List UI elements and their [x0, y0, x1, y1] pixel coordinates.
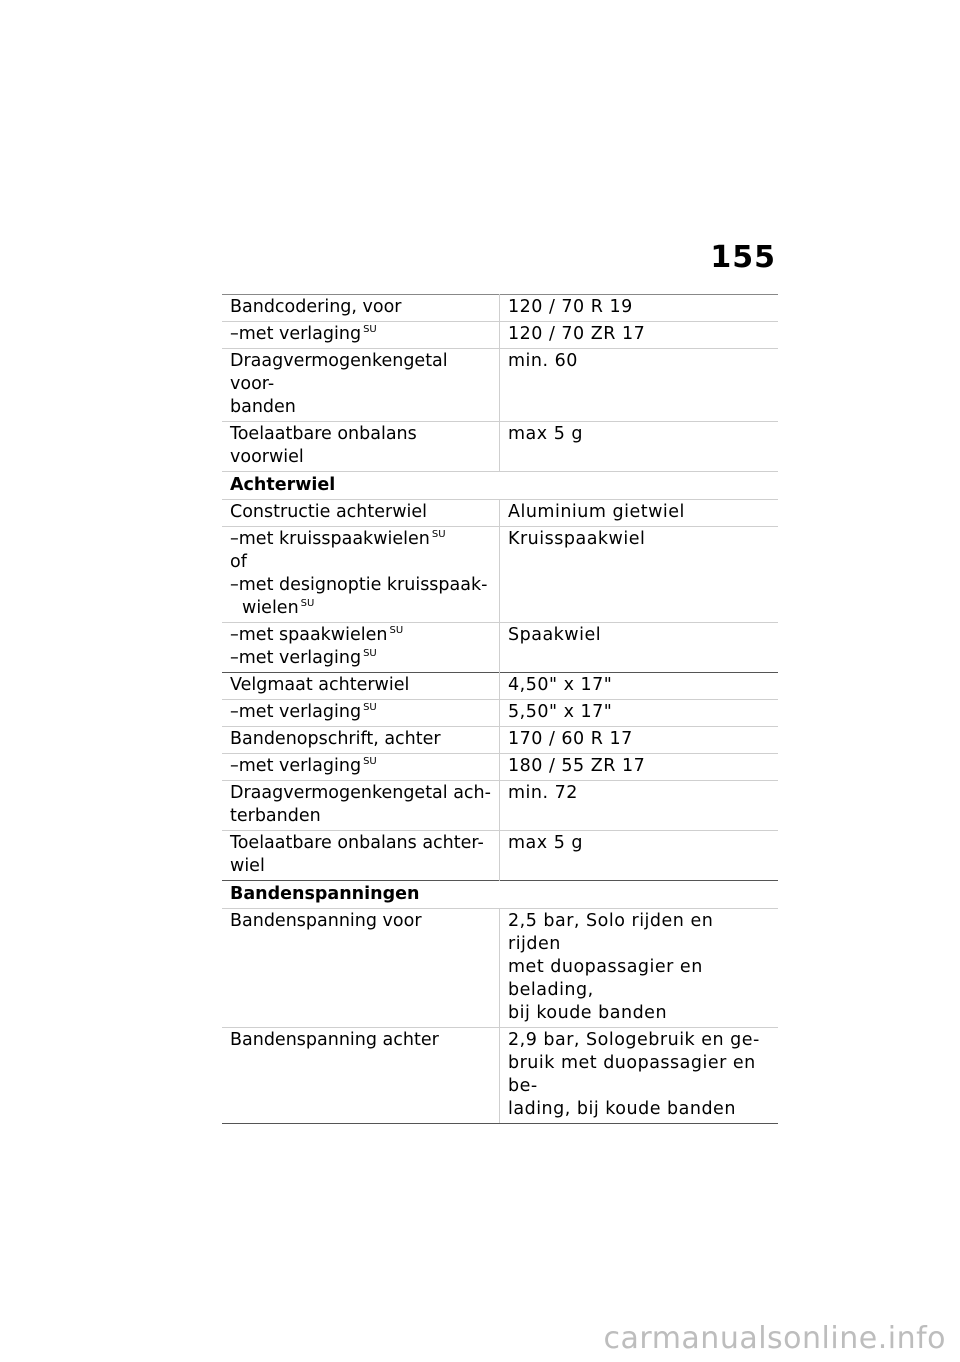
spec-label — [222, 909, 500, 1028]
spec-value-line: bruik met duopassagier en be- — [508, 1053, 756, 1096]
spec-label-text: –met verlaging — [230, 324, 362, 344]
spec-label-line — [230, 323, 493, 346]
spec-value-line: lading, bij koude banden — [508, 1099, 736, 1119]
spec-value — [500, 1028, 779, 1124]
equipment-code-sup: SU — [431, 529, 446, 540]
equipment-code-sup: SU — [300, 598, 315, 609]
spec-label — [222, 295, 500, 322]
table-row — [222, 1028, 778, 1124]
spec-value — [500, 727, 779, 754]
spec-label-line — [230, 350, 493, 396]
spec-label-text: Toelaatbare onbalans achter- — [230, 833, 484, 853]
spec-value — [500, 909, 779, 1028]
spec-label-text: –met verlaging — [230, 702, 362, 722]
spec-value — [500, 295, 779, 322]
spec-value-line: 120 / 70 R 19 — [508, 297, 633, 317]
spec-value-line: bij koude banden — [508, 1003, 668, 1023]
spec-value-line: Aluminium gietwiel — [508, 502, 685, 522]
spec-label — [222, 422, 500, 472]
spec-label — [222, 623, 500, 673]
spec-value-line: 2,5 bar, Solo rijden en rijden — [508, 911, 714, 954]
spec-label — [222, 754, 500, 781]
spec-value-line: min. 72 — [508, 783, 578, 803]
spec-label-text: Velgmaat achterwiel — [230, 675, 410, 695]
spec-label-text: –met spaakwielen — [230, 625, 388, 645]
spec-value — [500, 527, 779, 623]
spec-label-text: Bandenspanning achter — [230, 1030, 439, 1050]
spec-label-text: of — [230, 552, 247, 572]
spec-value — [500, 422, 779, 472]
spec-label — [222, 831, 500, 881]
spec-label-line — [230, 574, 493, 597]
spec-label-line — [230, 910, 493, 933]
spec-label-line — [230, 597, 493, 620]
table-row — [222, 781, 778, 831]
spec-label-text: Toelaatbare onbalans voorwiel — [230, 424, 417, 467]
spec-label-line — [230, 701, 493, 724]
spec-label — [222, 322, 500, 349]
spec-label-text: terbanden — [230, 806, 321, 826]
spec-value-line: Spaakwiel — [508, 625, 602, 645]
table-row — [222, 754, 778, 781]
section-row — [222, 472, 778, 500]
spec-label-text: Constructie achterwiel — [230, 502, 428, 522]
page-number: 155 — [710, 240, 776, 275]
table-row — [222, 500, 778, 527]
spec-value-line: met duopassagier en belading, — [508, 957, 703, 1000]
spec-value — [500, 781, 779, 831]
table-row — [222, 349, 778, 422]
spec-value-line: 5,50" x 17" — [508, 702, 613, 722]
spec-label-line — [230, 501, 493, 524]
spec-value-line: max 5 g — [508, 424, 583, 444]
spec-value-line: max 5 g — [508, 833, 583, 853]
spec-label-text: Draagvermogenkengetal ach- — [230, 783, 491, 803]
spec-label-text: –met verlaging — [230, 756, 362, 776]
table-row — [222, 322, 778, 349]
table-row — [222, 700, 778, 727]
watermark-text: carmanualsonline.info — [603, 1321, 946, 1356]
table-row — [222, 422, 778, 472]
spec-label-line — [230, 1029, 493, 1052]
spec-label — [222, 673, 500, 700]
spec-label-line — [230, 296, 493, 319]
spec-value-line: 180 / 55 ZR 17 — [508, 756, 646, 776]
equipment-code-sup: SU — [389, 625, 404, 636]
section-heading: Achterwiel — [222, 472, 778, 500]
table-row — [222, 623, 778, 673]
spec-value-line: Kruisspaakwiel — [508, 529, 646, 549]
equipment-code-sup: SU — [363, 702, 377, 713]
spec-label-text: Bandenopschrift, achter — [230, 729, 441, 749]
spec-value — [500, 673, 779, 700]
spec-label — [222, 1028, 500, 1124]
spec-label-line — [230, 396, 493, 419]
table-row — [222, 831, 778, 881]
spec-label-line — [230, 674, 493, 697]
spec-label — [222, 781, 500, 831]
spec-label-line — [230, 755, 493, 778]
spec-value — [500, 700, 779, 727]
spec-label-line — [230, 782, 493, 805]
equipment-code-sup: SU — [363, 324, 377, 335]
spec-label-line — [230, 805, 493, 828]
spec-value-line: 4,50" x 17" — [508, 675, 613, 695]
spec-value — [500, 831, 779, 881]
spec-value-line: min. 60 — [508, 351, 578, 371]
spec-label-text: banden — [230, 397, 296, 417]
equipment-code-sup: SU — [363, 756, 377, 767]
spec-label — [222, 527, 500, 623]
table-row — [222, 727, 778, 754]
spec-label-line — [230, 728, 493, 751]
spec-label-text: Bandenspanning voor — [230, 911, 422, 931]
spec-label-text: –met kruisspaakwielen — [230, 529, 430, 549]
spec-label-line — [230, 855, 493, 878]
equipment-code-sup: SU — [363, 648, 377, 659]
spec-value — [500, 500, 779, 527]
spec-label-line — [230, 551, 493, 574]
spec-label-line — [230, 423, 493, 469]
table-row — [222, 909, 778, 1028]
table-row — [222, 527, 778, 623]
spec-label — [222, 727, 500, 754]
spec-value — [500, 322, 779, 349]
section-heading: Bandenspanningen — [222, 881, 778, 909]
spec-label-text: wielen — [242, 598, 299, 618]
spec-label — [222, 700, 500, 727]
spec-label-line — [230, 647, 493, 670]
table-row — [222, 673, 778, 700]
tire-spec-table — [222, 294, 778, 1124]
spec-label-line — [230, 832, 493, 855]
spec-label — [222, 500, 500, 527]
spec-value-line: 120 / 70 ZR 17 — [508, 324, 646, 344]
spec-label-text: Draagvermogenkengetal voor- — [230, 351, 448, 394]
spec-value — [500, 623, 779, 673]
spec-label-text: wiel — [230, 856, 265, 876]
spec-value-line: 2,9 bar, Sologebruik en ge- — [508, 1030, 760, 1050]
spec-value-line: 170 / 60 R 17 — [508, 729, 633, 749]
spec-label-line — [230, 624, 493, 647]
section-row — [222, 881, 778, 909]
spec-value — [500, 754, 779, 781]
table-row — [222, 295, 778, 322]
spec-value — [500, 349, 779, 422]
spec-label-line — [230, 528, 493, 551]
spec-label-text: –met verlaging — [230, 648, 362, 668]
spec-label — [222, 349, 500, 422]
spec-label-text: Bandcodering, voor — [230, 297, 402, 317]
spec-label-text: –met designoptie kruisspaak- — [230, 575, 488, 595]
